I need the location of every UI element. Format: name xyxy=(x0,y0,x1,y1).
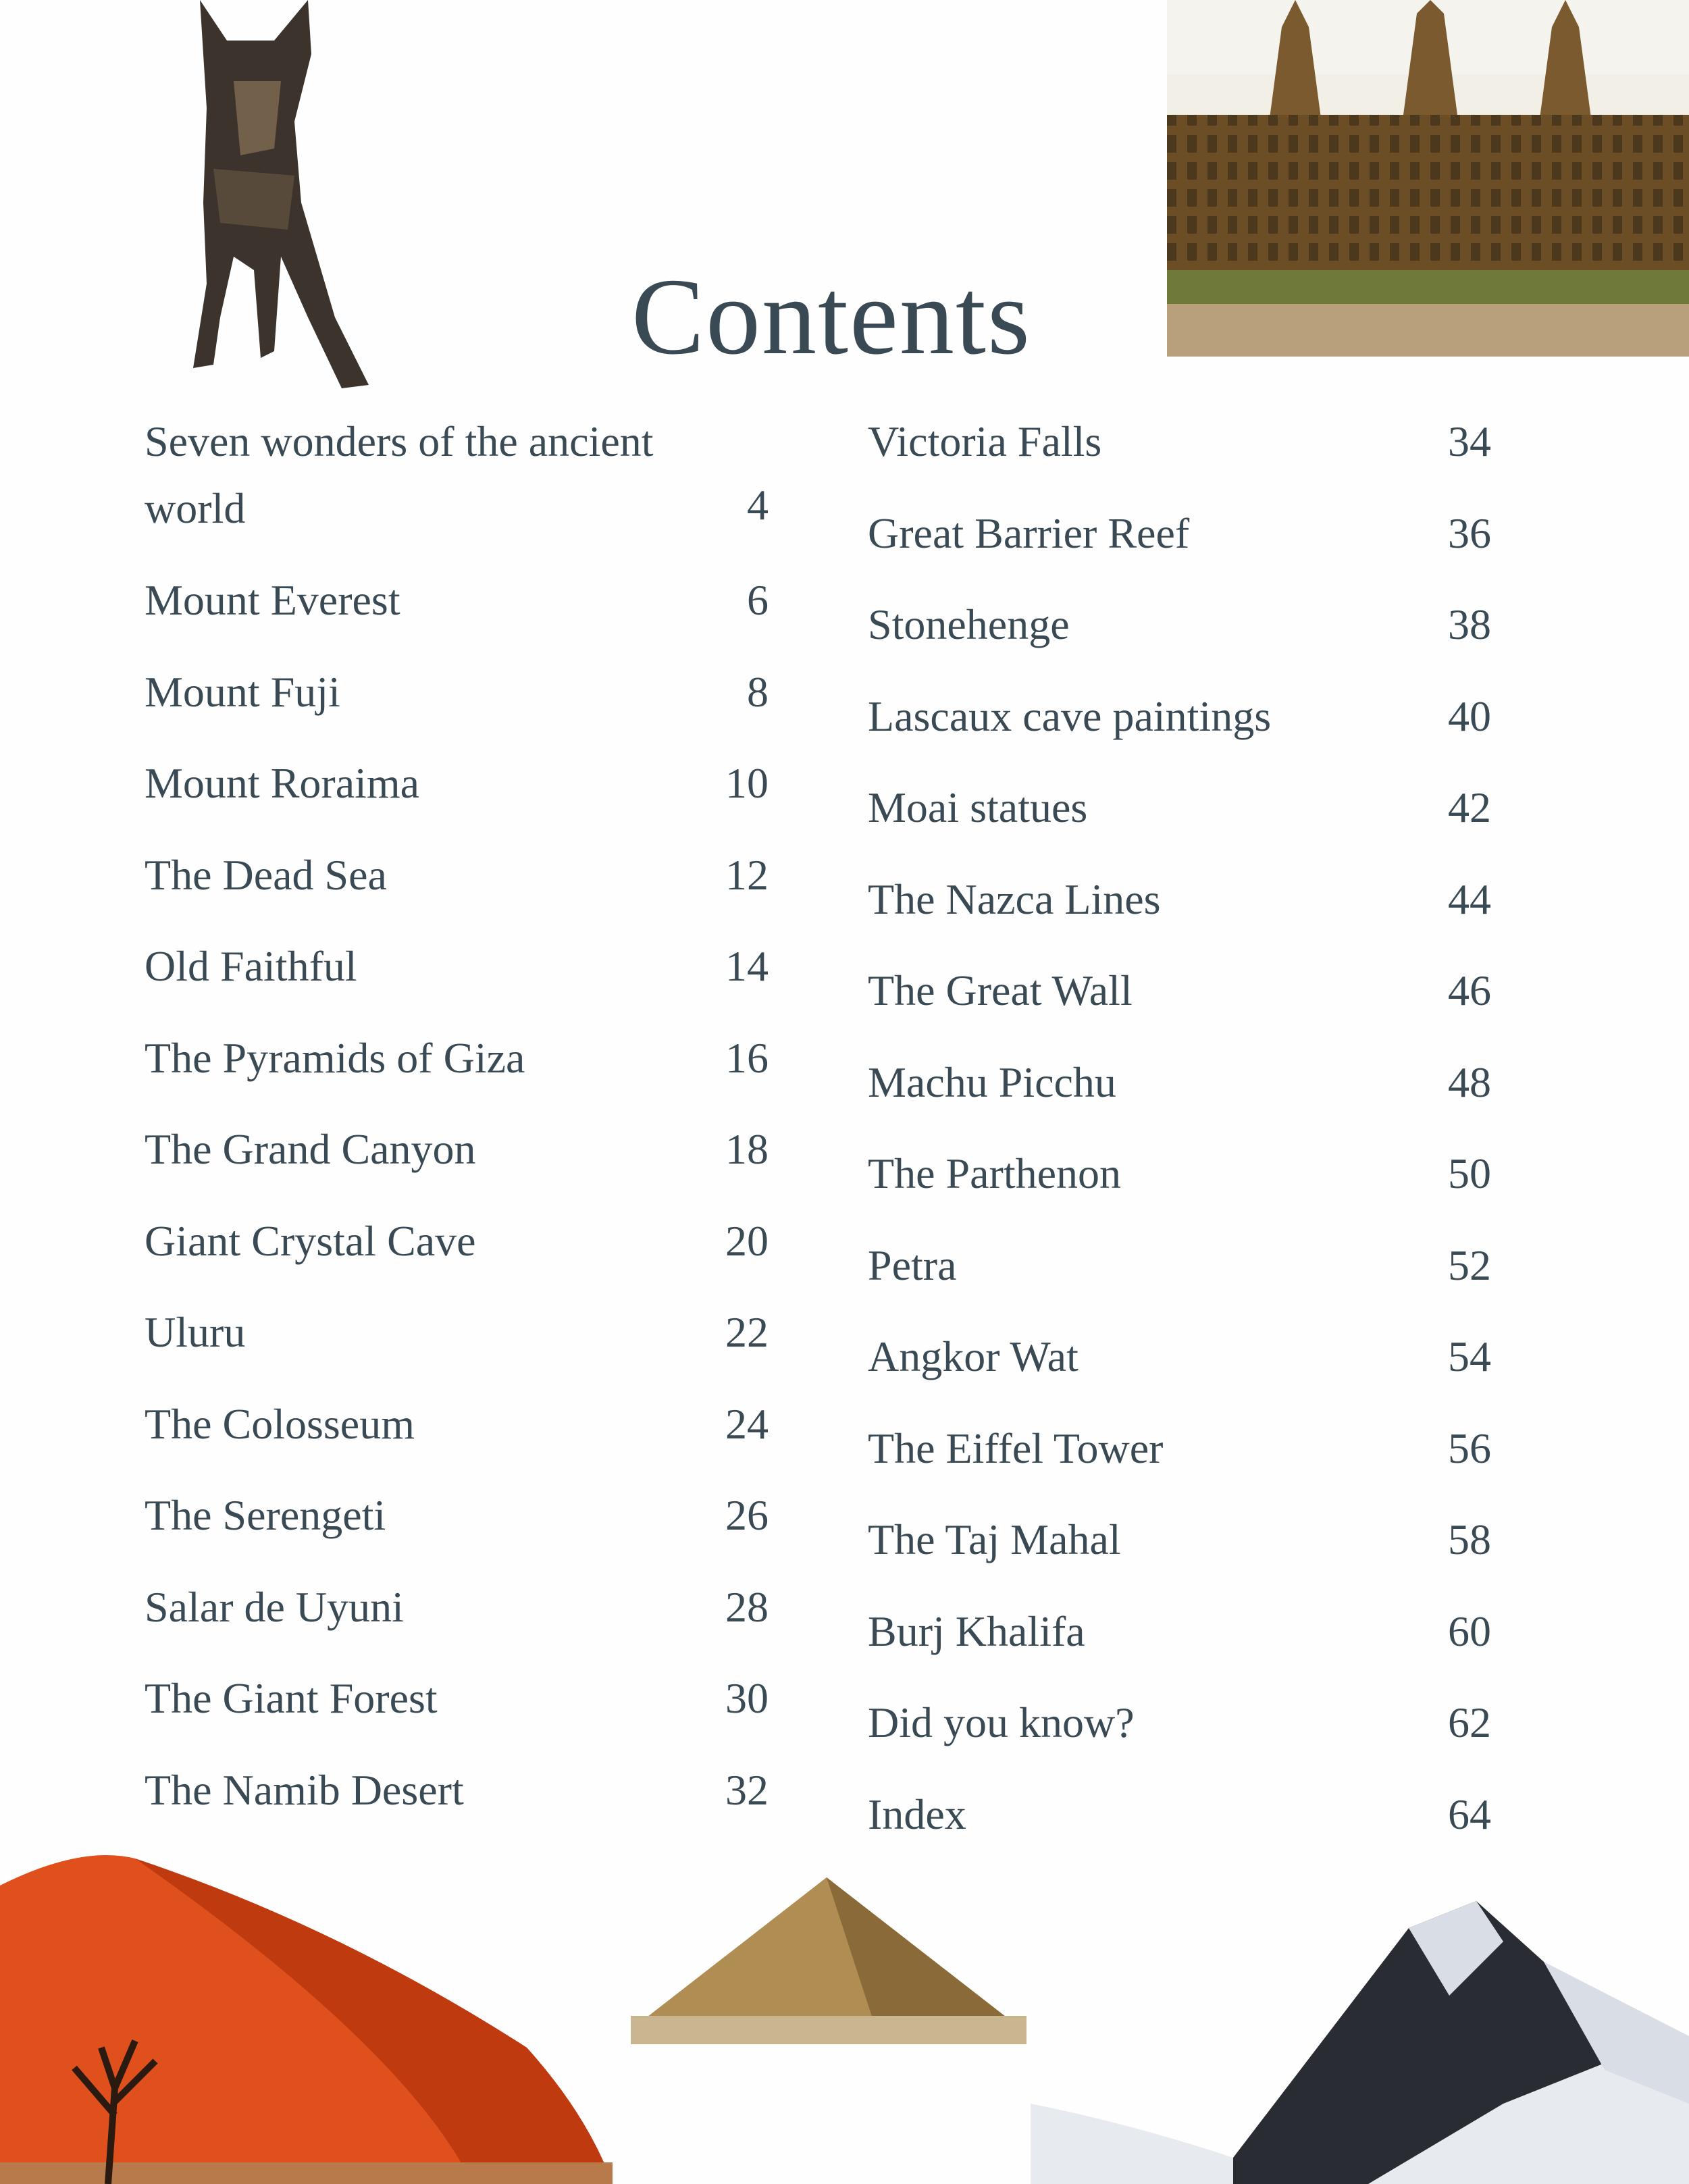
toc-entry[interactable] xyxy=(145,753,769,814)
toc-entry-title: Lascaux cave paintings xyxy=(868,692,1272,740)
toc-entry[interactable] xyxy=(868,1784,1491,1845)
toc-entry[interactable] xyxy=(145,662,769,723)
toc-entry-title: The Dead Sea xyxy=(145,850,387,899)
toc-entry-title: Salar de Uyuni xyxy=(145,1582,404,1631)
toc-entry-title: Stonehenge xyxy=(868,600,1070,648)
toc-entry[interactable] xyxy=(868,777,1491,838)
toc-entry-page-number: 8 xyxy=(747,667,769,716)
toc-entry-title: Angkor Wat xyxy=(868,1332,1079,1380)
toc-entry-page-number: 6 xyxy=(747,576,769,624)
toc-entry[interactable] xyxy=(868,411,1491,472)
toc-entry[interactable] xyxy=(868,960,1491,1021)
toc-entry-page-number: 4 xyxy=(747,481,769,529)
toc-entry-page-number: 16 xyxy=(725,1033,769,1082)
toc-entry[interactable] xyxy=(868,1692,1491,1753)
toc-entry[interactable] xyxy=(145,1668,769,1729)
toc-entry-page-number: 36 xyxy=(1448,509,1491,557)
toc-entry-title: Mount Roraima xyxy=(145,759,420,807)
toc-entry-title: The Giant Forest xyxy=(145,1674,438,1722)
toc-entry[interactable] xyxy=(145,1577,769,1638)
toc-entry-page-number: 62 xyxy=(1448,1698,1491,1746)
toc-entry-page-number: 12 xyxy=(725,850,769,899)
toc-entry-page-number: 24 xyxy=(725,1399,769,1448)
toc-entry-title: Mount Fuji xyxy=(145,667,340,716)
toc-entry-title: Petra xyxy=(868,1241,957,1289)
toc-entry[interactable] xyxy=(145,570,769,631)
toc-entry-page-number: 44 xyxy=(1448,875,1491,923)
toc-entry-page-number: 32 xyxy=(725,1765,769,1814)
toc-entry-page-number: 46 xyxy=(1448,966,1491,1014)
toc-entry[interactable] xyxy=(868,1143,1491,1204)
toc-entry-page-number: 10 xyxy=(725,759,769,807)
namib-dune-image xyxy=(0,1845,613,2184)
toc-entry-title: Mount Everest xyxy=(145,576,400,624)
toc-entry[interactable] xyxy=(145,1485,769,1546)
toc-entry[interactable] xyxy=(145,1119,769,1180)
toc-entry-page-number: 14 xyxy=(725,942,769,990)
toc-entry[interactable] xyxy=(868,1326,1491,1387)
toc-entry[interactable] xyxy=(145,1028,769,1089)
toc-entry[interactable] xyxy=(145,936,769,997)
toc-entry-page-number: 38 xyxy=(1448,600,1491,648)
toc-entry[interactable] xyxy=(145,1394,769,1455)
toc-entry[interactable] xyxy=(868,1052,1491,1113)
toc-entry-title: Victoria Falls xyxy=(868,417,1102,465)
wild-dog-image xyxy=(139,0,390,397)
toc-entry-title: The Great Wall xyxy=(868,966,1133,1014)
toc-entry-page-number: 28 xyxy=(725,1582,769,1631)
toc-entry-title: Moai statues xyxy=(868,783,1088,831)
toc-entry[interactable] xyxy=(145,1302,769,1363)
toc-entry-page-number: 48 xyxy=(1448,1058,1491,1106)
toc-entry-page-number: 20 xyxy=(725,1216,769,1265)
toc-entry-title: Index xyxy=(868,1790,966,1838)
toc-entry-page-number: 50 xyxy=(1448,1149,1491,1197)
toc-entry-title: Giant Crystal Cave xyxy=(145,1216,476,1265)
toc-entry-title: Seven wonders of the ancient world xyxy=(145,417,654,532)
toc-entry-title: The Serengeti xyxy=(145,1491,386,1539)
toc-entry-title: The Nazca Lines xyxy=(868,875,1161,923)
toc-entry-page-number: 34 xyxy=(1448,417,1491,465)
toc-entry[interactable] xyxy=(868,686,1491,747)
toc-entry[interactable] xyxy=(868,503,1491,564)
pyramid-image xyxy=(631,1877,1027,2044)
toc-entry-page-number: 54 xyxy=(1448,1332,1491,1380)
toc-entry-title: The Parthenon xyxy=(868,1149,1121,1197)
toc-entry-page-number: 22 xyxy=(725,1308,769,1356)
toc-entry-page-number: 18 xyxy=(725,1125,769,1173)
toc-entry-page-number: 56 xyxy=(1448,1424,1491,1472)
toc-entry[interactable] xyxy=(868,869,1491,930)
toc-entry[interactable] xyxy=(868,594,1491,655)
toc-entry-title: Machu Picchu xyxy=(868,1058,1116,1106)
everest-image xyxy=(1031,1901,1689,2184)
toc-entry-title: Uluru xyxy=(145,1308,246,1356)
toc-entry-page-number: 60 xyxy=(1448,1607,1491,1655)
toc-entry[interactable] xyxy=(868,1418,1491,1479)
toc-entry-title: Great Barrier Reef xyxy=(868,509,1190,557)
toc-entry-title: The Pyramids of Giza xyxy=(145,1033,525,1082)
toc-entry-title: The Namib Desert xyxy=(145,1765,464,1814)
toc-entry[interactable] xyxy=(868,1509,1491,1570)
toc-entry-page-number: 58 xyxy=(1448,1515,1491,1563)
toc-entry-page-number: 26 xyxy=(725,1491,769,1539)
toc-entry[interactable] xyxy=(145,845,769,906)
toc-entry-page-number: 42 xyxy=(1448,783,1491,831)
angkor-wat-image xyxy=(1167,0,1689,357)
toc-entry-title: The Taj Mahal xyxy=(868,1515,1121,1563)
toc-entry-title: Did you know? xyxy=(868,1698,1135,1746)
toc-entry-page-number: 64 xyxy=(1448,1790,1491,1838)
toc-entry[interactable] xyxy=(868,1601,1491,1662)
page-title: Contents xyxy=(631,257,1032,378)
toc-entry[interactable] xyxy=(868,1235,1491,1296)
toc-entry-title: The Colosseum xyxy=(145,1399,415,1448)
toc-entry-title: The Grand Canyon xyxy=(145,1125,476,1173)
toc-entry[interactable] xyxy=(145,1211,769,1272)
toc-entry[interactable] xyxy=(145,1760,769,1821)
toc-entry-page-number: 40 xyxy=(1448,692,1491,740)
toc-entry-title: The Eiffel Tower xyxy=(868,1424,1164,1472)
toc-entry-title: Burj Khalifa xyxy=(868,1607,1085,1655)
toc-entry-title: Old Faithful xyxy=(145,942,357,990)
toc-entry-page-number: 30 xyxy=(725,1674,769,1722)
toc-entry[interactable] xyxy=(145,408,769,532)
toc-entry-page-number: 52 xyxy=(1448,1241,1491,1289)
